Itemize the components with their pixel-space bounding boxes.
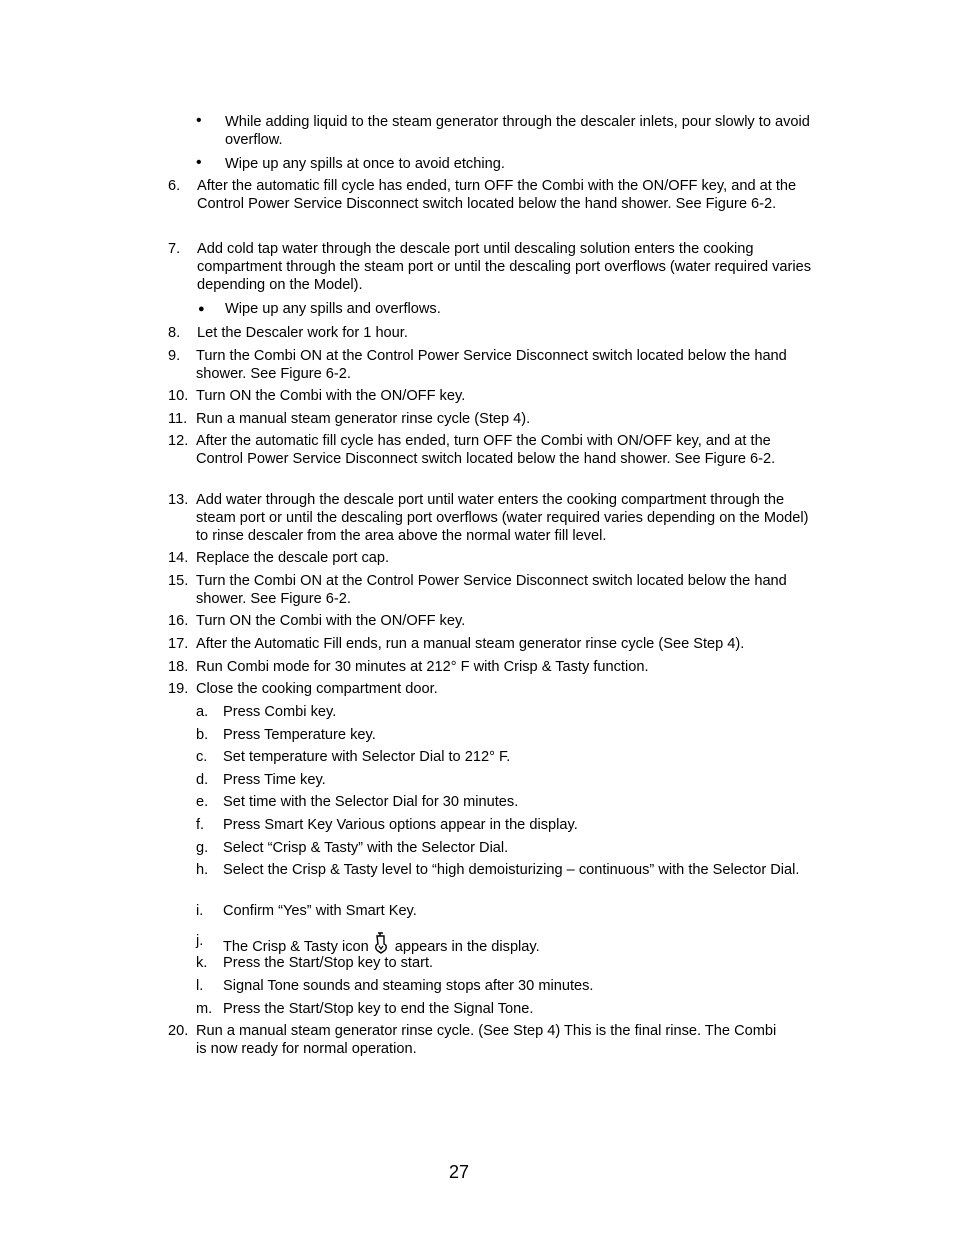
substep-letter: g.	[196, 840, 209, 856]
substep-letter: f.	[196, 817, 205, 833]
bullet-icon: •	[196, 112, 202, 129]
step-text: Add cold tap water through the descale port until descaling solution enters the cooking compartment through the steam port or until the descaling port overflows (water required varies depending on the Model).	[197, 241, 812, 293]
step-number: 15.	[168, 573, 189, 589]
bullet-icon: ●	[198, 303, 205, 315]
substep-text: Press Temperature key.	[223, 727, 376, 743]
page-number: 27	[448, 1162, 470, 1182]
substep-text: Press Combi key.	[223, 704, 337, 720]
substep-letter: j.	[196, 933, 204, 949]
step-text: Turn the Combi ON at the Control Power Service Disconnect switch located below the hand shower. See Figure 6-2.	[196, 348, 787, 382]
step-number: 8.	[168, 325, 181, 341]
step-text: Turn the Combi ON at the Control Power Service Disconnect switch located below the hand shower. See Figure 6-2.	[196, 573, 787, 607]
step-text: Turn ON the Combi with the ON/OFF key.	[196, 613, 466, 629]
step-number: 19.	[168, 681, 189, 697]
step-text: Turn ON the Combi with the ON/OFF key.	[196, 388, 466, 404]
step-text: Run a manual steam generator rinse cycle. (See Step 4) This is the final rinse. The Combi is now ready for normal operation.	[196, 1023, 777, 1057]
step-text: After the automatic fill cycle has ended, turn OFF the Combi with ON/OFF key, and at the Control Power Service Disconnect switch located below the hand shower. See Figure 6-2.	[196, 433, 776, 467]
step-text: After the automatic fill cycle has ended, turn OFF the Combi with the ON/OFF key, and at the Control Power Service Disconnect switch located below the hand shower. See Figure 6-2.	[197, 178, 797, 212]
step-text: After the Automatic Fill ends, run a manual steam generator rinse cycle (See Step 4).	[196, 636, 745, 652]
step-number: 17.	[168, 636, 189, 652]
step-number: 11.	[168, 411, 188, 427]
substep-text: Set time with the Selector Dial for 30 minutes.	[223, 794, 519, 810]
step-number: 7.	[168, 241, 181, 257]
substep-text: Select “Crisp & Tasty” with the Selector Dial.	[223, 840, 509, 856]
substep-text: Select the Crisp & Tasty level to “high demoisturizing – continuous” with the Selector Dial.	[223, 862, 800, 878]
substep-letter: h.	[196, 862, 209, 878]
step-number: 20.	[168, 1023, 189, 1039]
substep-letter: a.	[196, 704, 209, 720]
substep-text: Press Time key.	[223, 772, 326, 788]
step-number: 13.	[168, 492, 189, 508]
substep-letter: k.	[196, 955, 208, 971]
step-number: 6.	[168, 178, 181, 194]
step-number: 18.	[168, 659, 189, 675]
substep-letter: b.	[196, 727, 209, 743]
substep-letter: c.	[196, 749, 208, 765]
substep-text-before: The Crisp & Tasty icon	[223, 939, 369, 955]
substep-letter: l.	[196, 978, 204, 994]
step-number: 9.	[168, 348, 181, 364]
substep-text: Press the Start/Stop key to start.	[223, 955, 434, 971]
list-item-text: While adding liquid to the steam generator through the descaler inlets, pour slowly to avoid overflow.	[225, 114, 810, 148]
substep-letter: m.	[196, 1001, 213, 1017]
substep-letter: i.	[196, 903, 204, 919]
step-text: Add water through the descale port until water enters the cooking compartment through the steam port or until the descaling port overflows (water required varies depending on the Model) to rinse descaler from the area above the normal water fill level.	[196, 492, 809, 544]
bullet-icon: •	[196, 154, 202, 171]
substep-text: Set temperature with Selector Dial to 212° F.	[223, 749, 511, 765]
substep-text: Confirm “Yes” with Smart Key.	[223, 903, 417, 919]
step-number: 16.	[168, 613, 189, 629]
substep-text-after: appears in the display.	[394, 939, 540, 955]
substep-text: Press Smart Key Various options appear in the display.	[223, 817, 578, 833]
list-item-text: Wipe up any spills and overflows.	[225, 301, 441, 317]
step-text: Let the Descaler work for 1 hour.	[197, 325, 408, 341]
step-text: Run Combi mode for 30 minutes at 212° F with Crisp & Tasty function.	[196, 659, 649, 675]
step-number: 12.	[168, 433, 189, 449]
step-text: Close the cooking compartment door.	[196, 681, 438, 697]
substep-letter: e.	[196, 794, 209, 810]
step-text: Run a manual steam generator rinse cycle (Step 4).	[196, 411, 531, 427]
list-item-text: Wipe up any spills at once to avoid etching.	[225, 156, 505, 172]
substep-text: Signal Tone sounds and steaming stops after 30 minutes.	[223, 978, 594, 994]
step-number: 14.	[168, 550, 189, 566]
substep-text: Press the Start/Stop key to end the Signal Tone.	[223, 1001, 534, 1017]
step-number: 10.	[168, 388, 189, 404]
substep-letter: d.	[196, 772, 209, 788]
step-text: Replace the descale port cap.	[196, 550, 390, 566]
